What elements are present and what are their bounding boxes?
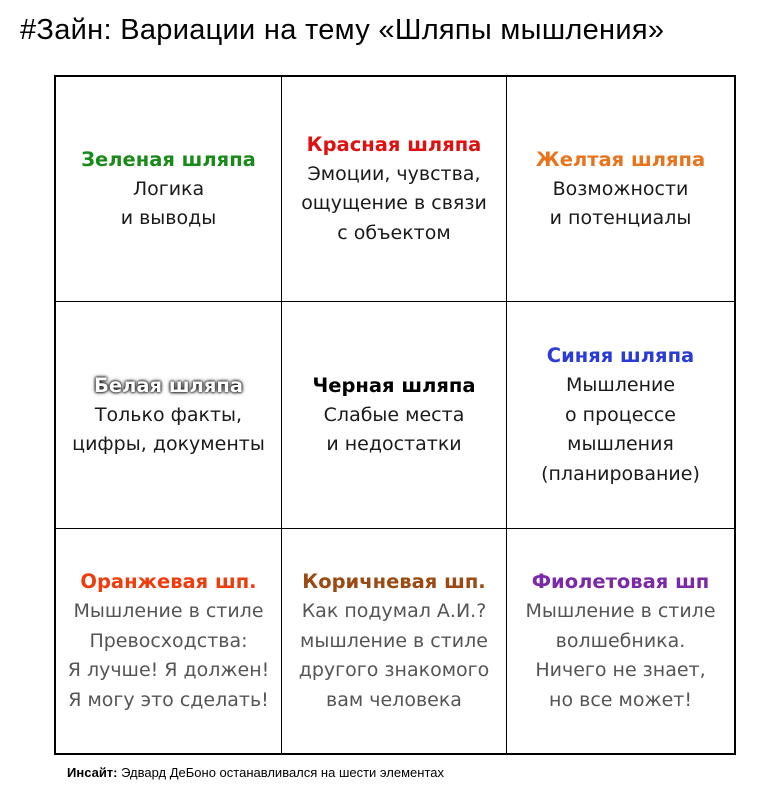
hat-desc-line: о процессе xyxy=(565,403,676,426)
hat-desc-line: и выводы xyxy=(120,207,217,229)
hat-title: Синяя шляпа xyxy=(546,344,695,367)
hat-desc-line: Слабые места xyxy=(323,403,465,426)
hat-desc-line: (планирование) xyxy=(541,462,700,485)
hat-desc-line: Эмоции, чувства, xyxy=(307,162,481,185)
hat-desc-line: вам человека xyxy=(326,688,462,711)
page-title: #Зайн: Вариации на тему «Шляпы мышления» xyxy=(20,14,665,46)
hat-desc-line: мышления xyxy=(567,433,674,455)
cell-green-hat xyxy=(56,77,282,302)
hat-desc-line: Мышление в стиле xyxy=(73,600,264,622)
insight-text: Эдвард ДеБоно останавливался на шести элементах xyxy=(117,765,444,780)
hat-desc-line: Я лучше! Я должен! xyxy=(67,659,270,681)
hat-desc-line: и потенциалы xyxy=(549,207,692,229)
cell-orange-hat xyxy=(56,529,282,753)
hat-title: Белая шляпа xyxy=(94,373,243,397)
hat-desc-line: ощущение в связи xyxy=(301,192,487,215)
cell-white-hat xyxy=(56,302,282,529)
cell-yellow-hat xyxy=(507,77,734,302)
hat-desc-line: и недостатки xyxy=(326,433,462,455)
cell-purple-hat xyxy=(507,529,734,753)
cell-brown-hat xyxy=(282,529,507,753)
hat-desc-line: цифры, документы xyxy=(72,433,265,455)
hat-desc-line: Логика xyxy=(132,177,205,200)
hat-title: Фиолетовая шп xyxy=(531,570,710,593)
cell-black-hat xyxy=(282,302,507,529)
hat-desc-line: мышление в стиле xyxy=(300,629,488,652)
hat-desc-line: другого знакомого xyxy=(298,659,490,681)
insight-footer xyxy=(67,765,444,780)
hats-grid xyxy=(54,75,736,755)
hat-desc-line: Я могу это сделать! xyxy=(68,688,269,711)
hat-title: Желтая шляпа xyxy=(535,147,706,171)
hat-title: Черная шляпа xyxy=(312,373,476,397)
hat-title: Красная шляпа xyxy=(306,132,482,156)
hat-desc-line: Превосходства: xyxy=(89,629,248,652)
insight-label: Инсайт: xyxy=(67,765,118,780)
hat-title: Зеленая шляпа xyxy=(81,147,256,171)
hat-desc-line: Мышление xyxy=(565,374,676,396)
cell-red-hat xyxy=(282,77,507,302)
hat-desc-line: Только факты, xyxy=(94,403,243,426)
hat-title: Коричневая шп. xyxy=(302,570,486,593)
hat-desc-line: Возможности xyxy=(552,177,689,200)
hat-title: Оранжевая шп. xyxy=(80,570,257,593)
hat-desc-line: Как подумал А.И.? xyxy=(301,600,487,622)
hat-desc-line: с объектом xyxy=(337,221,451,244)
cell-blue-hat xyxy=(507,302,734,529)
hat-desc-line: волшебника. xyxy=(555,629,686,652)
hat-desc-line: Ничего не знает, xyxy=(535,659,706,681)
hat-desc-line: Мышление в стиле xyxy=(525,600,716,622)
hat-desc-line: но все может! xyxy=(549,688,692,711)
